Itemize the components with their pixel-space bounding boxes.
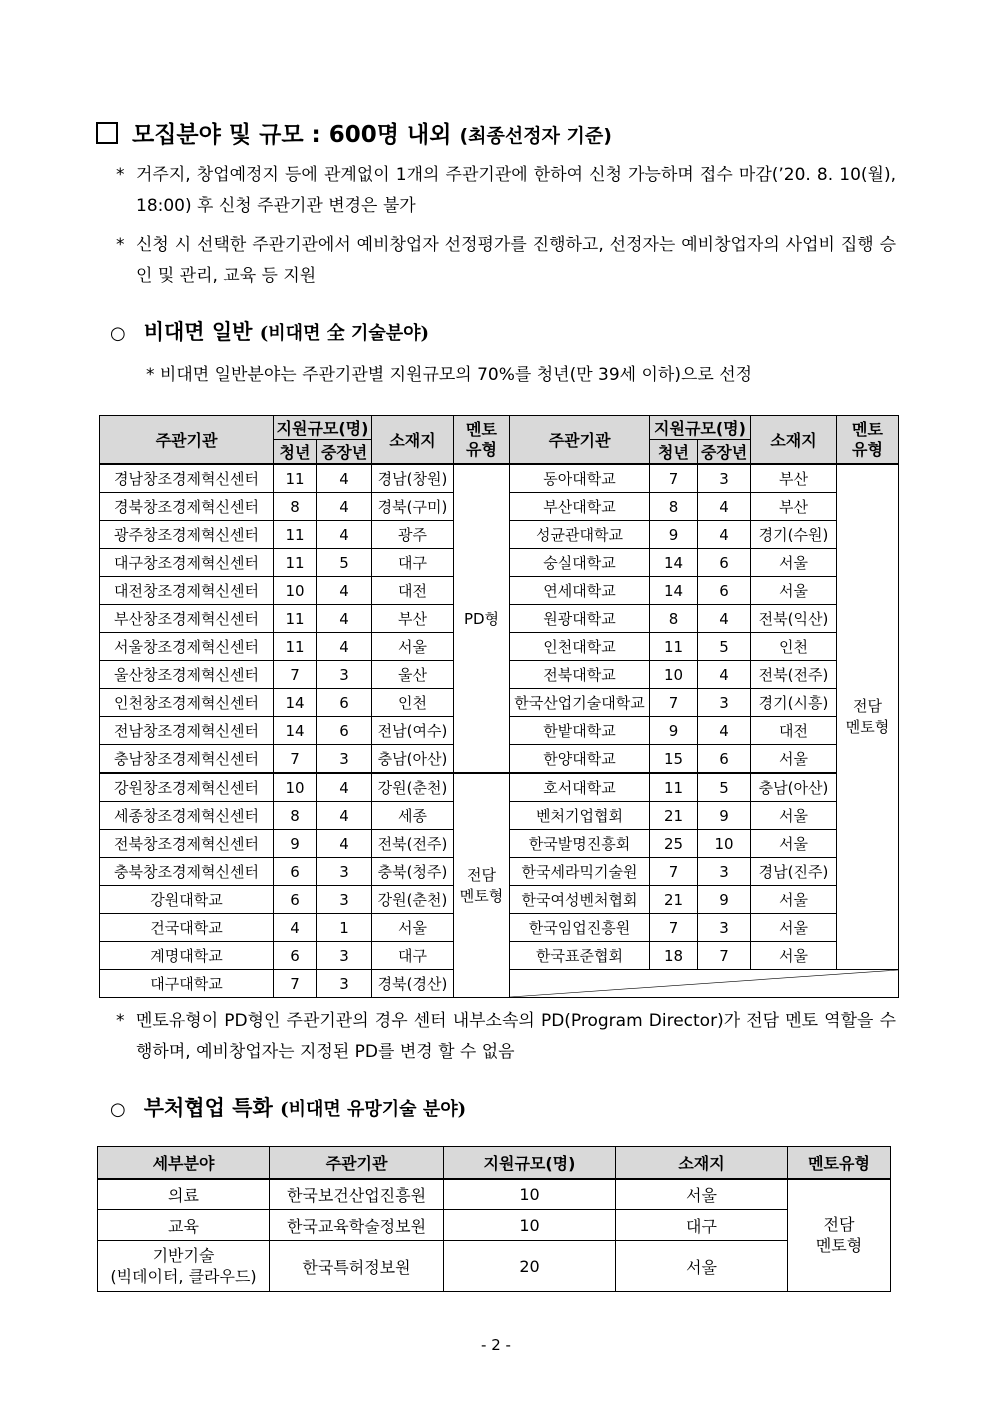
cell-loc: 서울: [372, 633, 454, 661]
cell-loc: 강원(춘천): [372, 886, 454, 914]
cell-loc: 전북(익산): [751, 605, 837, 633]
section1-title: [110, 316, 429, 346]
cell-youth: 11: [650, 773, 698, 802]
cell-loc: 서울: [751, 802, 837, 830]
diagonal-line: [510, 970, 898, 997]
cell-org: 강원대학교: [100, 886, 274, 914]
cell-n: 10: [444, 1179, 616, 1210]
section2-sub: (비대면 유망기술 분야): [280, 1099, 467, 1120]
empty-cell: [510, 970, 899, 998]
cell-middle: 3: [317, 661, 372, 689]
cell-loc: 서울: [751, 577, 837, 605]
cell-org: 부산대학교: [510, 493, 650, 521]
cell-org: 인천창조경제혁신센터: [100, 689, 274, 717]
cell-middle: 5: [317, 549, 372, 577]
cell-loc: 경북(구미): [372, 493, 454, 521]
cell-loc: 전북(전주): [372, 830, 454, 858]
cell-org: 건국대학교: [100, 914, 274, 942]
cell-loc: 서울: [751, 942, 837, 970]
cell-loc: 울산: [372, 661, 454, 689]
cell-loc: 서울: [751, 549, 837, 577]
cell-loc: 경기(시흥): [751, 689, 837, 717]
cell-middle: 7: [698, 942, 751, 970]
cell-org: 호서대학교: [510, 773, 650, 802]
cell-org: 벤처기업협회: [510, 802, 650, 830]
cell-org: 인천대학교: [510, 633, 650, 661]
cell-middle: 4: [698, 493, 751, 521]
cell-org: 울산창조경제혁신센터: [100, 661, 274, 689]
heading-sub: (최종선정자 기준): [459, 125, 612, 147]
section1-sub: (비대면 全 기술분야): [259, 323, 430, 344]
note-pd-text: 멘토유형이 PD형인 주관기관의 경우 센터 내부소속의 PD(Program Director)가 전담 멘토 역할을 수행하며, 예비창업자는 지정된 PD를 변경 할 수 없음: [136, 1011, 896, 1062]
cell-loc: 서울: [372, 914, 454, 942]
cell-loc: 충남(아산): [372, 745, 454, 774]
cell-middle: 3: [317, 970, 372, 998]
cell-org: 한국세라믹기술원: [510, 858, 650, 886]
th-org: 주관기관: [100, 416, 274, 465]
cell-n: 10: [444, 1210, 616, 1241]
th2-mentor: 멘토유형: [788, 1147, 891, 1179]
cell-loc: 서울: [751, 745, 837, 774]
cell-loc: 인천: [751, 633, 837, 661]
cell-youth: 11: [274, 633, 317, 661]
cell-org: 연세대학교: [510, 577, 650, 605]
cell-mentor-dedicated: 전담 멘토형: [837, 464, 899, 970]
cell-youth: 8: [274, 802, 317, 830]
cell-loc: 전북(전주): [751, 661, 837, 689]
circle-bullet-icon: ○: [110, 1099, 126, 1120]
th-mentor-r: 멘토 유형: [837, 416, 899, 465]
cell-youth: 21: [650, 886, 698, 914]
cell-org: 대구창조경제혁신센터: [100, 549, 274, 577]
cell-org: 광주창조경제혁신센터: [100, 521, 274, 549]
cell-loc: 대구: [372, 549, 454, 577]
cell-middle: 6: [698, 745, 751, 774]
cell-middle: 4: [317, 830, 372, 858]
cell-youth: 14: [650, 549, 698, 577]
cell-youth: 8: [650, 605, 698, 633]
th2-field: 세부분야: [98, 1147, 270, 1179]
cell-middle: 4: [698, 717, 751, 745]
cell-youth: 25: [650, 830, 698, 858]
cell-middle: 3: [698, 858, 751, 886]
cell-youth: 4: [274, 914, 317, 942]
cell-loc: 광주: [372, 521, 454, 549]
cell-loc: 서울: [616, 1241, 788, 1292]
asterisk: *: [116, 165, 125, 185]
cell-loc: 인천: [372, 689, 454, 717]
cell-middle: 3: [317, 745, 372, 774]
cell-middle: 6: [317, 689, 372, 717]
th-middle-r: 중장년: [698, 440, 751, 465]
cell-org: 한국발명진흥회: [510, 830, 650, 858]
table-row: [98, 1241, 891, 1292]
cell-org: 성균관대학교: [510, 521, 650, 549]
cell-loc: 세종: [372, 802, 454, 830]
cell-youth: 7: [650, 914, 698, 942]
cell-youth: 11: [274, 605, 317, 633]
section2-title-text: 부처협업 특화: [143, 1095, 273, 1120]
cell-youth: 9: [274, 830, 317, 858]
cell-org: 대전창조경제혁신센터: [100, 577, 274, 605]
cell-youth: 14: [274, 717, 317, 745]
cell-middle: 4: [698, 521, 751, 549]
cell-mentor: 전담 멘토형: [788, 1179, 891, 1292]
cell-middle: 5: [698, 633, 751, 661]
heading-title: 모집분야 및 규모 : 600명 내외: [132, 122, 452, 148]
cell-youth: 10: [650, 661, 698, 689]
cell-field: 교육: [98, 1210, 270, 1241]
th-loc-r: 소재지: [751, 416, 837, 465]
main-table: [99, 415, 899, 998]
cell-middle: 4: [317, 605, 372, 633]
asterisk: *: [116, 235, 125, 255]
cell-middle: 9: [698, 886, 751, 914]
cell-org: 한국보건산업진흥원: [270, 1179, 444, 1210]
table-row: [100, 773, 899, 802]
cell-middle: 4: [698, 605, 751, 633]
cell-org: 전북창조경제혁신센터: [100, 830, 274, 858]
cell-org: 경북창조경제혁신센터: [100, 493, 274, 521]
cell-org: 한국산업기술대학교: [510, 689, 650, 717]
cell-middle: 4: [317, 633, 372, 661]
cell-loc: 경남(진주): [751, 858, 837, 886]
cell-youth: 11: [274, 464, 317, 493]
cell-youth: 9: [650, 521, 698, 549]
th2-loc: 소재지: [616, 1147, 788, 1179]
cell-youth: 7: [650, 464, 698, 493]
cell-loc: 서울: [751, 886, 837, 914]
cell-middle: 6: [317, 717, 372, 745]
cell-youth: 18: [650, 942, 698, 970]
cell-youth: 11: [274, 549, 317, 577]
cell-middle: 3: [317, 858, 372, 886]
cell-youth: 15: [650, 745, 698, 774]
checkbox-square-icon: [96, 122, 118, 144]
th-mentor: 멘토 유형: [454, 416, 510, 465]
section1-title-text: 비대면 일반: [143, 319, 253, 344]
cell-org: 전남창조경제혁신센터: [100, 717, 274, 745]
cell-middle: 1: [317, 914, 372, 942]
cell-loc: 강원(춘천): [372, 773, 454, 802]
asterisk: *: [116, 1011, 125, 1031]
cell-org: 숭실대학교: [510, 549, 650, 577]
cell-youth: 7: [274, 970, 317, 998]
note-2: [116, 230, 896, 294]
note-1-text: 거주지, 창업예정지 등에 관계없이 1개의 주관기관에 한하여 신청 가능하며 접수 마감(’20. 8. 10(월), 18:00) 후 신청 주관기관 변경은 불가: [136, 165, 896, 216]
th-youth-r: 청년: [650, 440, 698, 465]
cell-mentor-pd: PD형: [454, 464, 510, 773]
cell-youth: 11: [274, 521, 317, 549]
cell-middle: 4: [317, 773, 372, 802]
cell-loc: 경북(경산): [372, 970, 454, 998]
cell-youth: 6: [274, 886, 317, 914]
cell-org: 전북대학교: [510, 661, 650, 689]
cell-org: 강원창조경제혁신센터: [100, 773, 274, 802]
cell-middle: 6: [698, 549, 751, 577]
section2-title: [110, 1092, 466, 1122]
th2-n: 지원규모(명): [444, 1147, 616, 1179]
cell-youth: 6: [274, 858, 317, 886]
section1-note: * 비대면 일반분야는 주관기관별 지원규모의 70%를 청년(만 39세 이하)으로 선정: [146, 365, 753, 385]
cell-youth: 14: [274, 689, 317, 717]
cell-loc: 대구: [372, 942, 454, 970]
cell-loc: 대전: [372, 577, 454, 605]
th-middle: 중장년: [317, 440, 372, 465]
table-row: [98, 1179, 891, 1210]
cell-youth: 8: [650, 493, 698, 521]
th-scale: 지원규모(명): [274, 416, 372, 440]
cell-org: 대구대학교: [100, 970, 274, 998]
cell-middle: 3: [317, 942, 372, 970]
cell-middle: 5: [698, 773, 751, 802]
cell-loc: 충북(청주): [372, 858, 454, 886]
cell-org: 한국임업진흥원: [510, 914, 650, 942]
cell-org: 세종창조경제혁신센터: [100, 802, 274, 830]
cell-loc: 서울: [751, 914, 837, 942]
note-pd: [116, 1006, 896, 1070]
collab-table: [97, 1146, 891, 1292]
cell-loc: 경기(수원): [751, 521, 837, 549]
cell-mentor-dedicated: 전담 멘토형: [454, 773, 510, 998]
cell-youth: 7: [274, 661, 317, 689]
note-2-text: 신청 시 선택한 주관기관에서 예비창업자 선정평가를 진행하고, 선정자는 예비창업자의 사업비 집행 승인 및 관리, 교육 등 지원: [136, 235, 896, 286]
cell-loc: 부산: [751, 464, 837, 493]
cell-youth: 14: [650, 577, 698, 605]
cell-loc: 대전: [751, 717, 837, 745]
cell-youth: 10: [274, 773, 317, 802]
cell-org: 한국교육학술정보원: [270, 1210, 444, 1241]
cell-middle: 3: [698, 914, 751, 942]
cell-loc: 경남(창원): [372, 464, 454, 493]
cell-loc: 부산: [372, 605, 454, 633]
cell-org: 충북창조경제혁신센터: [100, 858, 274, 886]
cell-loc: 충남(아산): [751, 773, 837, 802]
cell-org: 한국여성벤처협회: [510, 886, 650, 914]
cell-org: 부산창조경제혁신센터: [100, 605, 274, 633]
cell-org: 원광대학교: [510, 605, 650, 633]
cell-org: 경남창조경제혁신센터: [100, 464, 274, 493]
cell-loc: 대구: [616, 1210, 788, 1241]
cell-org: 한국표준협회: [510, 942, 650, 970]
cell-middle: 4: [317, 464, 372, 493]
cell-youth: 9: [650, 717, 698, 745]
cell-field: 기반기술 (빅데이터, 클라우드): [98, 1241, 270, 1292]
cell-youth: 6: [274, 942, 317, 970]
table-row: [98, 1210, 891, 1241]
cell-middle: 4: [317, 802, 372, 830]
cell-youth: 8: [274, 493, 317, 521]
cell-middle: 4: [317, 493, 372, 521]
cell-n: 20: [444, 1241, 616, 1292]
cell-youth: 10: [274, 577, 317, 605]
cell-org: 동아대학교: [510, 464, 650, 493]
cell-org: 계명대학교: [100, 942, 274, 970]
circle-bullet-icon: ○: [110, 323, 126, 344]
cell-middle: 4: [698, 661, 751, 689]
th-loc: 소재지: [372, 416, 454, 465]
cell-org: 한밭대학교: [510, 717, 650, 745]
cell-youth: 7: [650, 689, 698, 717]
th2-org: 주관기관: [270, 1147, 444, 1179]
cell-field: 의료: [98, 1179, 270, 1210]
cell-middle: 10: [698, 830, 751, 858]
table-row: [100, 464, 899, 493]
th-youth: 청년: [274, 440, 317, 465]
cell-middle: 4: [317, 577, 372, 605]
cell-org: 충남창조경제혁신센터: [100, 745, 274, 774]
cell-org: 한국특허정보원: [270, 1241, 444, 1292]
cell-loc: 서울: [751, 830, 837, 858]
cell-org: 서울창조경제혁신센터: [100, 633, 274, 661]
cell-middle: 6: [698, 577, 751, 605]
page-number: - 2 -: [481, 1336, 511, 1354]
cell-youth: 7: [650, 858, 698, 886]
cell-middle: 4: [317, 521, 372, 549]
cell-loc: 서울: [616, 1179, 788, 1210]
cell-middle: 3: [698, 689, 751, 717]
cell-org: 한양대학교: [510, 745, 650, 774]
th-scale-r: 지원규모(명): [650, 416, 751, 440]
cell-youth: 11: [650, 633, 698, 661]
main-heading: [96, 116, 612, 149]
cell-middle: 3: [698, 464, 751, 493]
th-org-r: 주관기관: [510, 416, 650, 465]
cell-middle: 9: [698, 802, 751, 830]
cell-youth: 21: [650, 802, 698, 830]
cell-middle: 3: [317, 886, 372, 914]
cell-loc: 전남(여수): [372, 717, 454, 745]
cell-youth: 7: [274, 745, 317, 774]
note-1: [116, 160, 896, 224]
cell-loc: 부산: [751, 493, 837, 521]
